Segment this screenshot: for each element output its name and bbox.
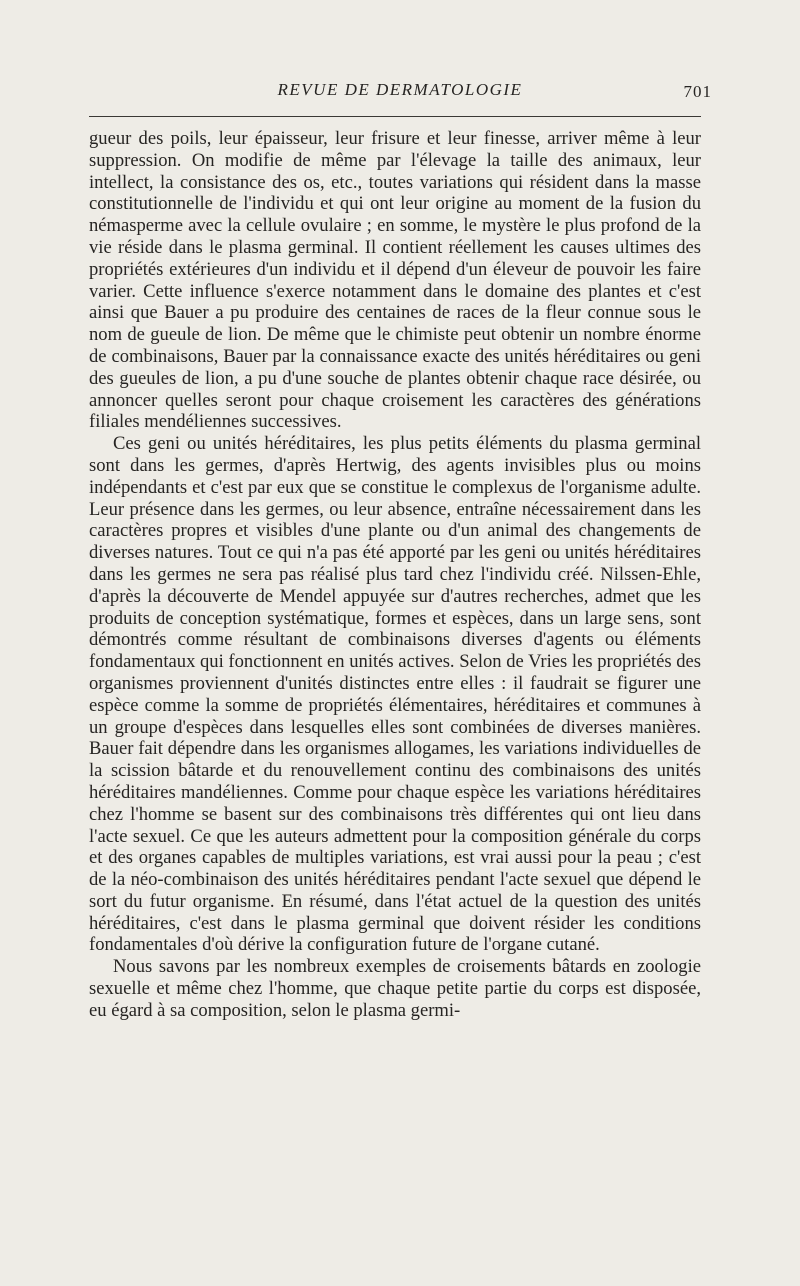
body-text [89, 128, 701, 1022]
header-rule [89, 116, 701, 117]
journal-title: REVUE DE DERMATOLOGIE [277, 80, 523, 99]
paragraph-2: Ces geni ou unités héréditaires, les plus petits éléments du plasma germinal sont dans les germes, d'après Hertwig, des agents invisibles plus ou moins indépendants et c'est par eux que se constitue le complexus de l'organisme adulte. Leur présence dans les germes, ou leur absence, entraîne nécessairement dans les caractères propres et visibles d'une plante ou d'un animal des changements de diverses natures. Tout ce qui n'a pas été apporté par les geni ou unités héréditaires dans les germes ne sera pas réalisé plus tard chez l'individu créé. Nilssen-Ehle, d'après la découverte de Mendel appuyée sur d'autres recherches, admet que les produits de conception systématique, formes et espèces, dans un large sens, sont démontrés comme résultant de combinaisons diverses d'agents ou éléments fondamentaux qui fonctionnent en unités actives. Selon de Vries les propriétés des organismes proviennent d'unités distinctes entre elles : il faudrait se figurer une espèce comme la somme de propriétés élémentaires, héréditaires et communes à un groupe d'espèces dans lesquelles elles sont combinées de diverses manières. Bauer fait dépendre dans les organismes allogames, les variations individuelles de la scission bâtarde et du renouvellement continu des combinaisons des unités héréditaires mandéliennes. Comme pour chaque espèce les variations héréditaires chez l'homme se basent sur des combinaisons très différentes qui ont lieu dans l'acte sexuel. Ce que les auteurs admettent pour la composition générale du corps et des organes capables de multiples variations, est vrai aussi pour la peau ; c'est de la néo-combinaison des unités héréditaires pendant l'acte sexuel que dépend le sort du futur organisme. En résumé, dans l'état actuel de la question des unités héréditaires, c'est dans le plasma germinal que doivent résider les conditions fondamentales d'où dérive la configuration future de l'organe cutané. [89, 433, 701, 956]
running-head [0, 80, 800, 106]
paragraph-1: gueur des poils, leur épaisseur, leur frisure et leur finesse, arriver même à leur suppression. On modifie de même par l'élevage la taille des animaux, leur intellect, la consistance des os, etc., toutes variations qui résident dans la masse constitutionnelle de l'individu et qui ont leur origine au moment de la fusion du némasperme avec la cellule ovulaire ; en somme, le mystère le plus profond de la vie réside dans le plasma germinal. Il contient réellement les causes ultimes des propriétés extérieures d'un individu et il dépend d'un éleveur de pouvoir les faire varier. Cette influence s'exerce notamment dans le domaine des plantes et c'est ainsi que Bauer a pu produire des centaines de races de la fleur connue sous le nom de gueule de lion. De même que le chimiste peut obtenir un nombre énorme de combinaisons, Bauer par la connaissance exacte des unités héréditaires ou geni des gueules de lion, a pu d'une souche de plantes obtenir chaque race désirée, ou annoncer quelles seront pour chaque croisement les caractères des générations filiales mendéliennes successives. [89, 128, 701, 433]
page-number: 701 [683, 82, 712, 101]
paragraph-3: Nous savons par les nombreux exemples de croisements bâtards en zoologie sexuelle et même chez l'homme, que chaque petite partie du corps est disposée, eu égard à sa composition, selon le plasma germi- [89, 956, 701, 1021]
